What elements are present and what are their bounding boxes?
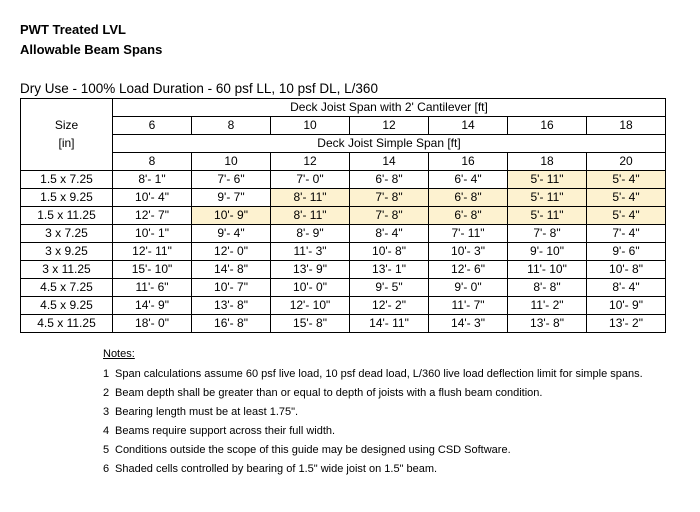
span-value-cell: 7'- 0" [271,171,350,189]
table-row [21,297,666,315]
span-value-cell: 9'- 4" [192,225,271,243]
span-value-cell: 6'- 8" [429,207,508,225]
beam-span-table [20,98,666,333]
span-value-cell: 13'- 8" [192,297,271,315]
span-value-cell: 10'- 8" [350,243,429,261]
simple-span-12: 12 [271,153,350,171]
span-value-cell: 8'- 9" [271,225,350,243]
span-value-cell: 5'- 11" [508,171,587,189]
table-row [21,279,666,297]
cantilever-span-header: Deck Joist Span with 2' Cantilever [ft] [113,99,666,117]
cantilever-span-12: 12 [350,117,429,135]
span-value-cell: 12'- 2" [350,297,429,315]
span-value-cell: 7'- 8" [508,225,587,243]
note-item [103,386,643,405]
size-header-blank-bottom [21,153,113,171]
span-value-cell: 5'- 11" [508,207,587,225]
span-value-cell: 11'- 7" [429,297,508,315]
span-value-cell: 10'- 9" [587,297,666,315]
size-header-blank [21,99,113,117]
size-label: Size [21,117,113,135]
span-value-cell: 11'- 6" [113,279,192,297]
span-value-cell: 9'- 7" [192,189,271,207]
table-row [21,225,666,243]
cantilever-header-row [21,99,666,117]
span-value-cell: 7'- 8" [350,189,429,207]
span-value-cell: 12'- 0" [192,243,271,261]
span-value-cell: 5'- 11" [508,189,587,207]
span-value-cell: 5'- 4" [587,171,666,189]
span-value-cell: 7'- 11" [429,225,508,243]
note-number: 5 [103,444,110,456]
note-text: Conditions outside the scope of this guide may be designed using CSD Software. [115,444,511,456]
span-value-cell: 14'- 8" [192,261,271,279]
table-row [21,315,666,333]
span-value-cell: 9'- 6" [587,243,666,261]
span-value-cell: 6'- 4" [429,171,508,189]
cantilever-span-14: 14 [429,117,508,135]
note-item [103,367,643,386]
span-value-cell: 9'- 5" [350,279,429,297]
document-title: PWT Treated LVL [20,22,126,37]
note-item [103,443,643,462]
span-value-cell: 10'- 3" [429,243,508,261]
span-value-cell: 10'- 1" [113,225,192,243]
cantilever-span-10: 10 [271,117,350,135]
beam-size-cell: 3 x 9.25 [21,243,113,261]
simple-span-10: 10 [192,153,271,171]
beam-size-cell: 3 x 11.25 [21,261,113,279]
note-text: Bearing length must be at least 1.75". [115,406,299,418]
simple-span-8: 8 [113,153,192,171]
note-item [103,405,643,424]
span-value-cell: 18'- 0" [113,315,192,333]
span-value-cell: 15'- 8" [271,315,350,333]
span-value-cell: 7'- 6" [192,171,271,189]
span-value-cell: 16'- 8" [192,315,271,333]
simple-header-row [21,135,666,153]
note-number: 3 [103,406,110,418]
span-value-cell: 15'- 10" [113,261,192,279]
span-value-cell: 14'- 9" [113,297,192,315]
span-value-cell: 12'- 11" [113,243,192,261]
note-number: 6 [103,463,110,475]
note-text: Beams require support across their full width. [115,425,336,437]
span-value-cell: 14'- 3" [429,315,508,333]
table-row [21,243,666,261]
span-value-cell: 5'- 4" [587,207,666,225]
cantilever-spans-row [21,117,666,135]
span-value-cell: 11'- 2" [508,297,587,315]
cantilever-span-18: 18 [587,117,666,135]
span-value-cell: 13'- 2" [587,315,666,333]
note-text: Span calculations assume 60 psf live load, 10 psf dead load, L/360 live load deflection limit for simple spans. [115,368,643,380]
beam-size-cell: 1.5 x 7.25 [21,171,113,189]
span-value-cell: 8'- 4" [587,279,666,297]
note-number: 1 [103,368,110,380]
simple-spans-row [21,153,666,171]
span-value-cell: 10'- 4" [113,189,192,207]
span-value-cell: 6'- 8" [429,189,508,207]
span-value-cell: 11'- 10" [508,261,587,279]
load-conditions: Dry Use - 100% Load Duration - 60 psf LL, 10 psf DL, L/360 [20,81,378,96]
cantilever-span-8: 8 [192,117,271,135]
span-value-cell: 10'- 7" [192,279,271,297]
cantilever-span-6: 6 [113,117,192,135]
span-value-cell: 8'- 8" [508,279,587,297]
span-value-cell: 11'- 3" [271,243,350,261]
span-value-cell: 13'- 8" [508,315,587,333]
notes-title: Notes: [103,348,135,360]
size-unit-label: [in] [21,135,113,153]
beam-size-cell: 4.5 x 9.25 [21,297,113,315]
span-value-cell: 10'- 8" [587,261,666,279]
span-value-cell: 5'- 4" [587,189,666,207]
span-value-cell: 12'- 7" [113,207,192,225]
span-value-cell: 10'- 9" [192,207,271,225]
document-subtitle: Allowable Beam Spans [20,42,163,57]
beam-size-cell: 1.5 x 11.25 [21,207,113,225]
simple-span-14: 14 [350,153,429,171]
span-value-cell: 8'- 11" [271,207,350,225]
table-row [21,189,666,207]
span-value-cell: 13'- 9" [271,261,350,279]
beam-size-cell: 4.5 x 11.25 [21,315,113,333]
beam-size-cell: 3 x 7.25 [21,225,113,243]
simple-span-16: 16 [429,153,508,171]
note-item [103,462,643,481]
span-value-cell: 12'- 10" [271,297,350,315]
span-value-cell: 6'- 8" [350,171,429,189]
table-row [21,171,666,189]
table-row [21,261,666,279]
note-number: 4 [103,425,110,437]
span-value-cell: 7'- 4" [587,225,666,243]
span-value-cell: 9'- 10" [508,243,587,261]
simple-span-header: Deck Joist Simple Span [ft] [113,135,666,153]
span-value-cell: 13'- 1" [350,261,429,279]
note-text: Shaded cells controlled by bearing of 1.5" wide joist on 1.5" beam. [115,463,438,475]
span-value-cell: 12'- 6" [429,261,508,279]
beam-size-cell: 4.5 x 7.25 [21,279,113,297]
cantilever-span-16: 16 [508,117,587,135]
simple-span-20: 20 [587,153,666,171]
simple-span-18: 18 [508,153,587,171]
beam-size-cell: 1.5 x 9.25 [21,189,113,207]
span-value-cell: 7'- 8" [350,207,429,225]
span-value-cell: 9'- 0" [429,279,508,297]
span-value-cell: 14'- 11" [350,315,429,333]
span-value-cell: 10'- 0" [271,279,350,297]
table-row [21,207,666,225]
span-value-cell: 8'- 1" [113,171,192,189]
note-number: 2 [103,387,110,399]
note-item [103,424,643,443]
notes-list [103,367,643,481]
span-value-cell: 8'- 4" [350,225,429,243]
note-text: Beam depth shall be greater than or equal to depth of joists with a flush beam condition. [115,387,543,399]
span-value-cell: 8'- 11" [271,189,350,207]
